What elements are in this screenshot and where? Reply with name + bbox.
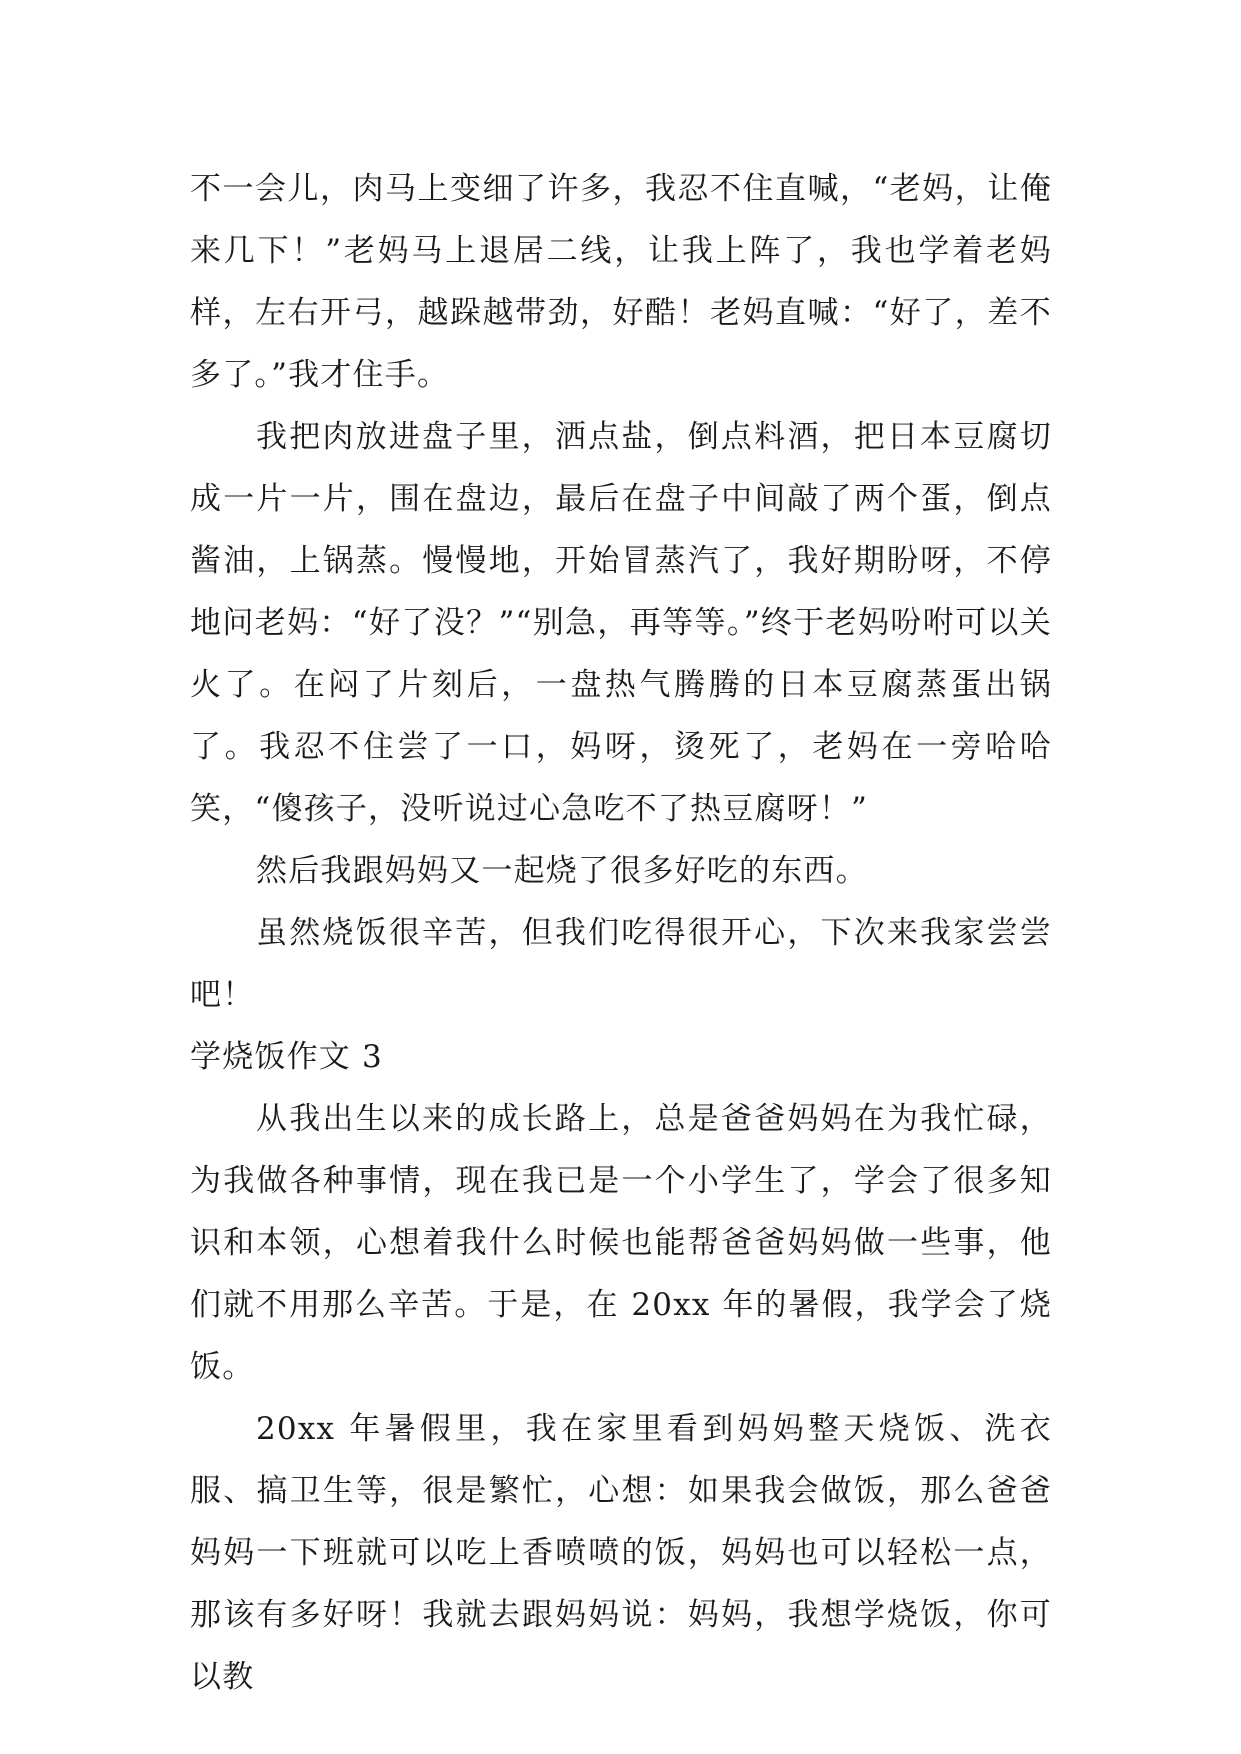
document-body xyxy=(190,158,1052,1708)
paragraph-cooked-more: 然后我跟妈妈又一起烧了很多好吃的东西。 xyxy=(256,853,868,889)
paragraph-growing-up: 从我出生以来的成长路上，总是爸爸妈妈在为我忙碌，为我做各种事情，现在我已是一个小学生了，学会了很多知识和本领，心想着我什么时候也能帮爸爸妈妈做一些事，他们就不用那么辛苦。于是，在 20xx 年的暑假，我学会了烧饭。 xyxy=(190,1101,1052,1385)
section-title: 学烧饭作文 3 xyxy=(190,1039,383,1075)
paragraph-conclusion: 虽然烧饭很辛苦，但我们吃得很开心，下次来我家尝尝吧！ xyxy=(190,915,1052,1013)
paragraph-steaming-tofu: 我把肉放进盘子里，洒点盐，倒点料酒，把日本豆腐切成一片一片，围在盘边，最后在盘子中间敲了两个蛋，倒点酱油，上锅蒸。慢慢地，开始冒蒸汽了，我好期盼呀，不停地问老妈：“好了没？”“别急，再等等。”终于老妈吩咐可以关火了。在闷了片刻后，一盘热气腾腾的日本豆腐蒸蛋出锅了。我忍不住尝了一口，妈呀，烫死了，老妈在一旁哈哈笑，“傻孩子，没听说过心急吃不了热豆腐呀！” xyxy=(190,419,1052,827)
paragraph-summer-vacation: 20xx 年暑假里，我在家里看到妈妈整天烧饭、洗衣服、搞卫生等，很是繁忙，心想：如果我会做饭，那么爸爸妈妈一下班就可以吃上香喷喷的饭，妈妈也可以轻松一点，那该有多好呀！我就去跟妈妈说：妈妈，我想学烧饭，你可以教 xyxy=(190,1411,1052,1695)
paragraph-chopping-meat: 不一会儿，肉马上变细了许多，我忍不住直喊，“老妈，让俺来几下！”老妈马上退居二线，让我上阵了，我也学着老妈样，左右开弓，越跺越带劲，好酷！老妈直喊：“好了，差不多了。”我才住手。 xyxy=(190,171,1052,393)
